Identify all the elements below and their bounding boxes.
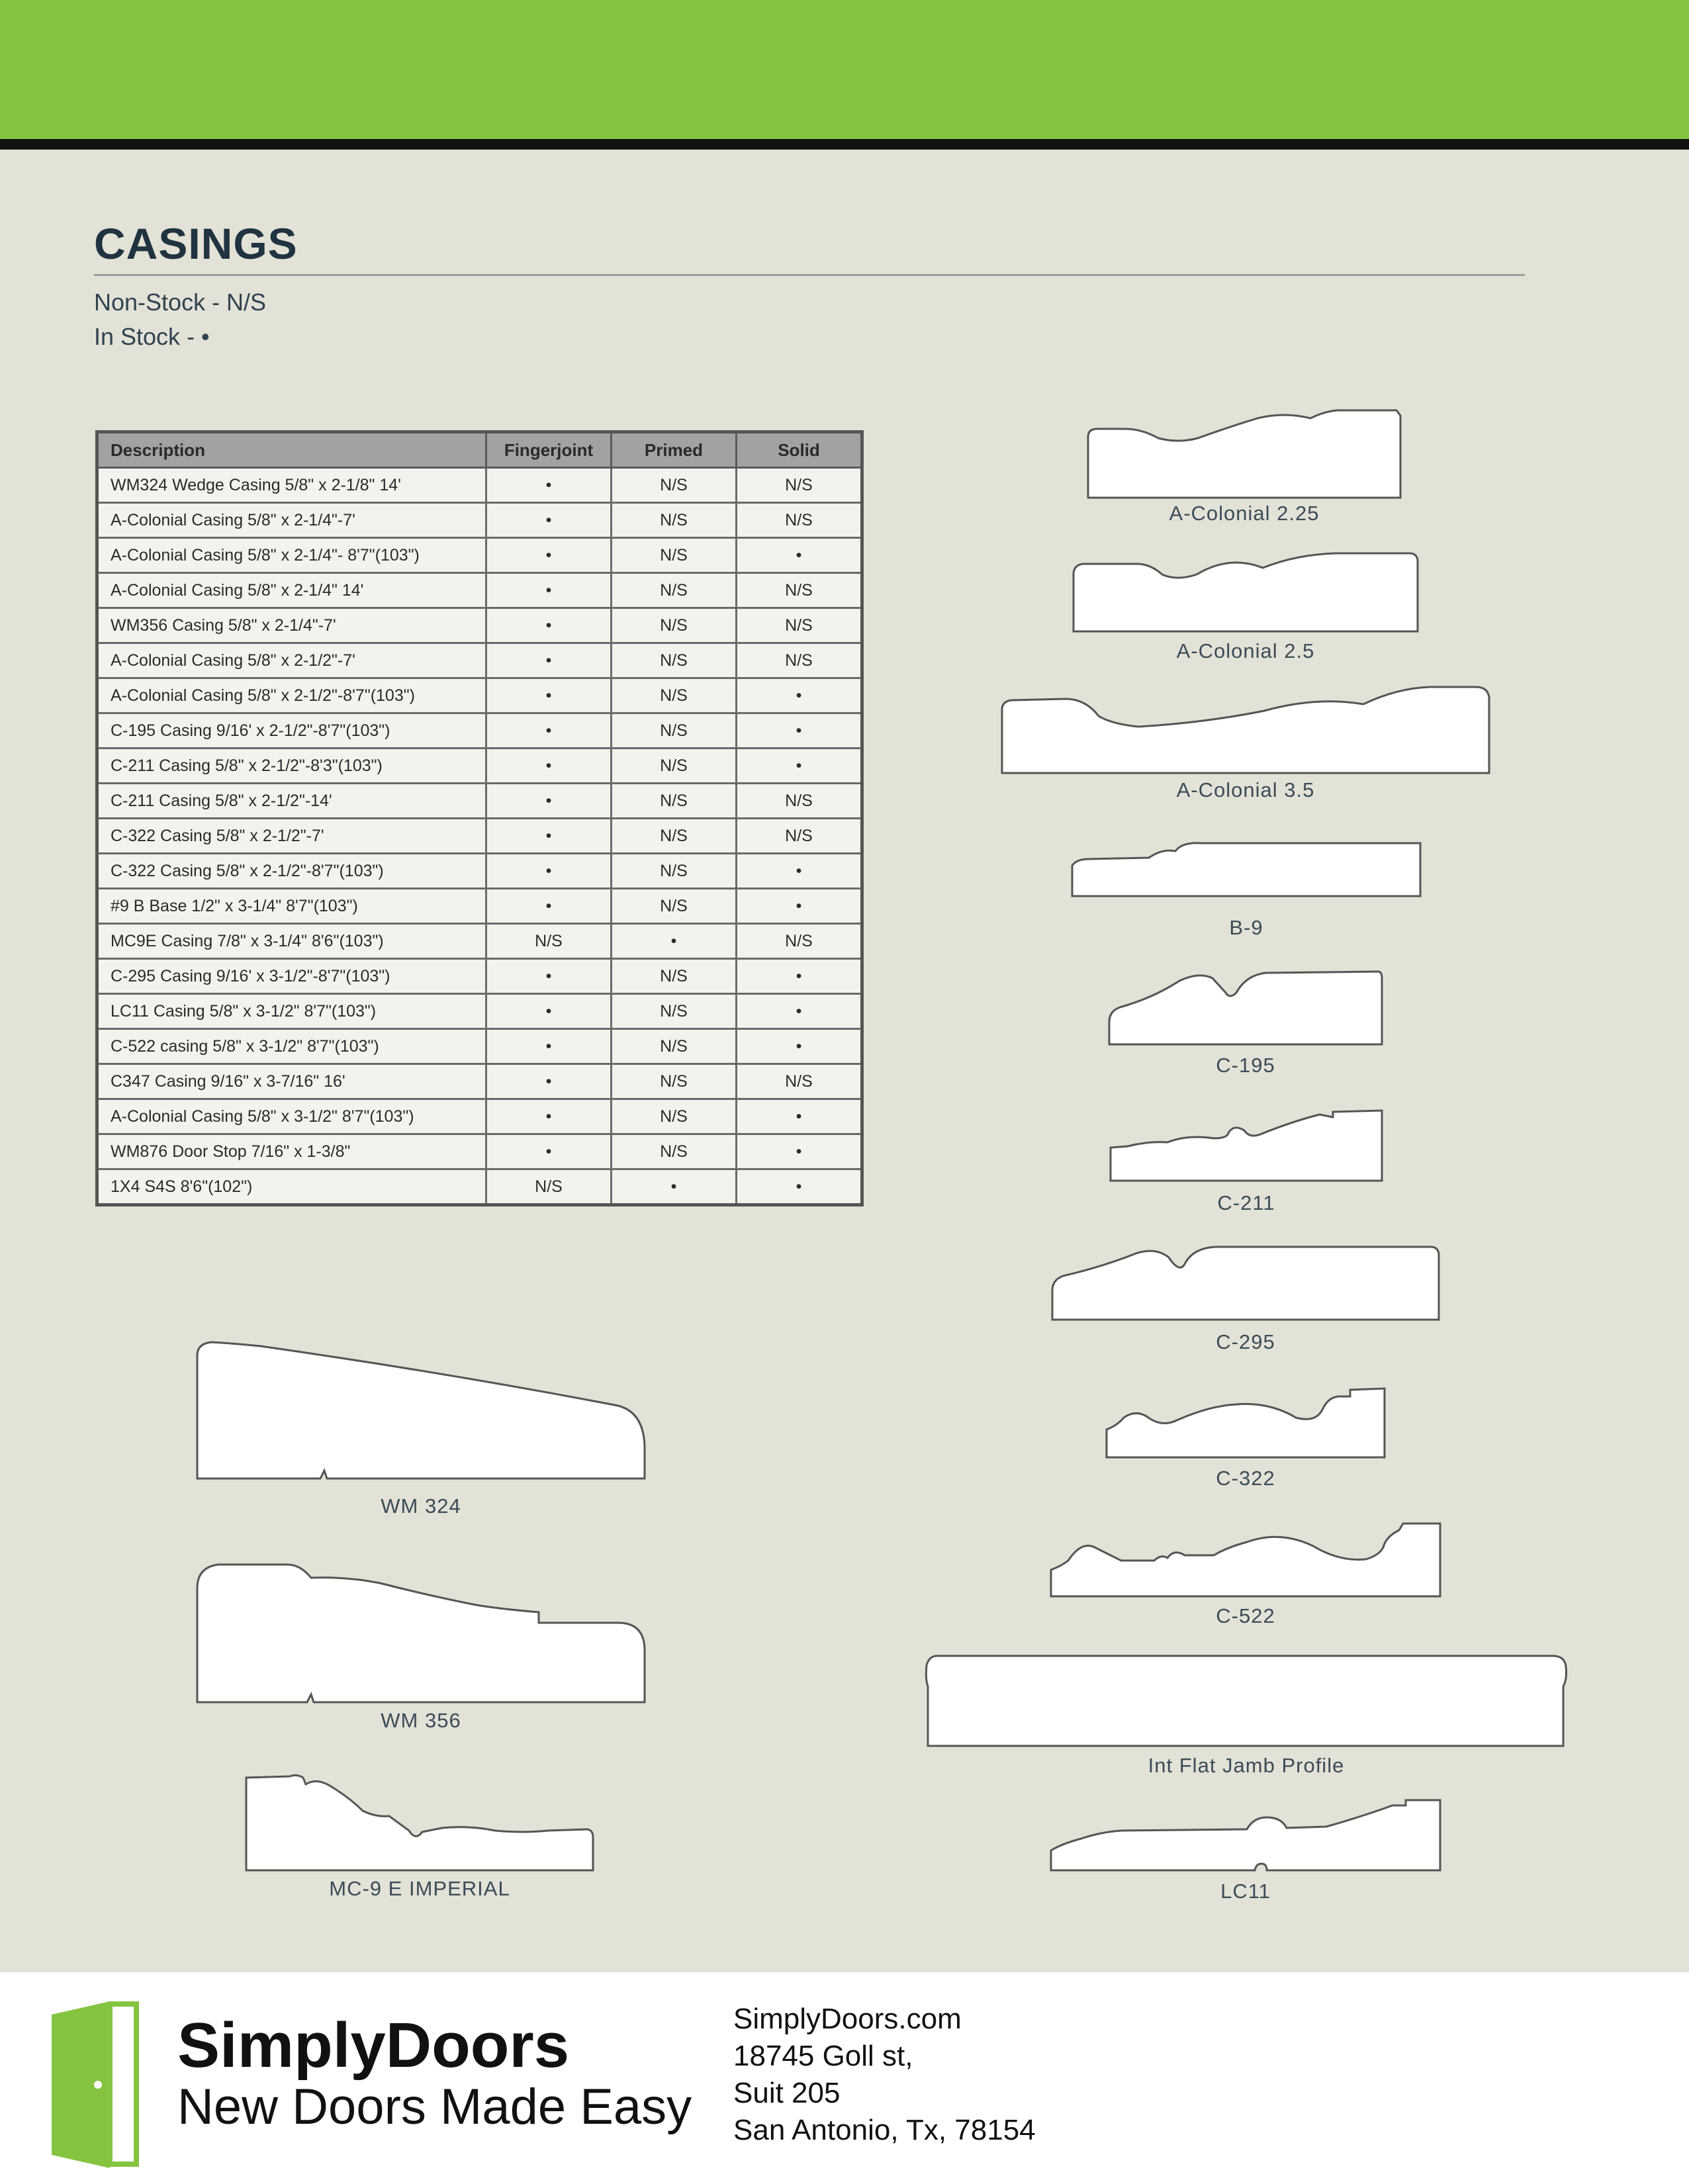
label-c195: C-195 <box>1216 1054 1275 1077</box>
table-row <box>97 889 862 924</box>
row-fingerjoint: • <box>486 713 612 749</box>
row-primed: N/S <box>612 1064 737 1099</box>
row-fingerjoint: • <box>486 819 612 854</box>
row-solid: • <box>737 749 862 784</box>
row-fingerjoint: • <box>486 994 612 1029</box>
table-row <box>97 678 862 713</box>
row-description: C-211 Casing 5/8" x 2-1/2"-8'3"(103") <box>97 749 486 784</box>
row-description: C-322 Casing 5/8" x 2-1/2"-8'7"(103") <box>97 854 486 889</box>
row-solid: N/S <box>737 643 862 678</box>
label-wm324: WM 324 <box>381 1494 461 1518</box>
row-fingerjoint: • <box>486 889 612 924</box>
row-primed: N/S <box>612 468 737 503</box>
profile-a-colonial-25 <box>1071 551 1420 633</box>
table-row <box>97 713 862 749</box>
address-line-2: Suit 205 <box>733 2077 841 2109</box>
address-line-3: San Antonio, Tx, 78154 <box>733 2114 1036 2146</box>
label-c322: C-322 <box>1216 1467 1275 1490</box>
table-row <box>97 959 862 994</box>
row-fingerjoint: • <box>486 959 612 994</box>
table-row <box>97 608 862 643</box>
row-solid: • <box>737 1134 862 1169</box>
profile-mc9e-shape <box>244 1771 596 1872</box>
row-solid: • <box>737 1029 862 1064</box>
profile-c295 <box>1050 1244 1441 1321</box>
row-fingerjoint: • <box>486 784 612 819</box>
profile-b9 <box>1070 839 1423 897</box>
row-solid: N/S <box>737 608 862 643</box>
row-primed: • <box>612 1169 737 1205</box>
row-fingerjoint: • <box>486 608 612 643</box>
row-fingerjoint: • <box>486 573 612 608</box>
label-c211: C-211 <box>1217 1191 1275 1214</box>
row-description: A-Colonial Casing 5/8" x 2-1/2"-7' <box>97 643 486 678</box>
row-primed: N/S <box>612 889 737 924</box>
label-a-colonial-25: A-Colonial 2.5 <box>1176 639 1315 662</box>
website-link[interactable]: SimplyDoors.com <box>733 2003 962 2035</box>
profile-c211-shape <box>1108 1108 1385 1182</box>
profile-c211 <box>1108 1108 1385 1182</box>
row-primed: N/S <box>612 608 737 643</box>
table-row <box>97 468 862 503</box>
label-a-colonial-35: A-Colonial 3.5 <box>1176 778 1315 801</box>
row-description: C-211 Casing 5/8" x 2-1/2"-14' <box>97 784 486 819</box>
row-description: A-Colonial Casing 5/8" x 2-1/4" 14' <box>97 573 486 608</box>
row-description: C-522 casing 5/8" x 3-1/2" 8'7"(103") <box>97 1029 486 1064</box>
row-primed: N/S <box>612 1029 737 1064</box>
profile-int-flat-jamb <box>924 1653 1569 1747</box>
profile-wm356-shape <box>195 1562 647 1705</box>
profile-c522 <box>1048 1521 1443 1598</box>
table-row <box>97 503 862 538</box>
row-description: C-195 Casing 9/16' x 2-1/2"-8'7"(103") <box>97 713 486 749</box>
row-description: LC11 Casing 5/8" x 3-1/2" 8'7"(103") <box>97 994 486 1029</box>
row-solid: • <box>737 1169 862 1205</box>
row-description: C-322 Casing 5/8" x 2-1/2"-7' <box>97 819 486 854</box>
row-description: C347 Casing 9/16" x 3-7/16" 16' <box>97 1064 486 1099</box>
row-primed: N/S <box>612 1134 737 1169</box>
row-fingerjoint: • <box>486 1134 612 1169</box>
label-a-colonial-225: A-Colonial 2.25 <box>1169 502 1320 525</box>
table-row <box>97 1169 862 1205</box>
row-description: A-Colonial Casing 5/8" x 3-1/2" 8'7"(103") <box>97 1099 486 1134</box>
row-fingerjoint: • <box>486 1029 612 1064</box>
row-fingerjoint: N/S <box>486 924 612 959</box>
profile-a-colonial-225 <box>1085 409 1403 499</box>
label-wm356: WM 356 <box>381 1709 461 1732</box>
row-fingerjoint: • <box>486 749 612 784</box>
row-primed: N/S <box>612 678 737 713</box>
profile-wm324 <box>195 1340 647 1481</box>
row-solid: N/S <box>737 1064 862 1099</box>
profile-a-colonial-35-shape <box>999 684 1492 774</box>
header-bar <box>0 0 1689 139</box>
title-divider <box>94 274 1525 276</box>
row-description: A-Colonial Casing 5/8" x 2-1/4"-7' <box>97 503 486 538</box>
row-solid: N/S <box>737 503 862 538</box>
row-description: #9 B Base 1/2" x 3-1/4" 8'7"(103") <box>97 889 486 924</box>
row-solid: N/S <box>737 573 862 608</box>
profile-lc11-shape <box>1048 1797 1443 1872</box>
row-fingerjoint: • <box>486 538 612 573</box>
row-primed: N/S <box>612 854 737 889</box>
address-line-1: 18745 Goll st, <box>733 2040 913 2072</box>
profile-c295-shape <box>1050 1244 1441 1321</box>
header-divider <box>0 139 1689 150</box>
door-logo-shape <box>48 1997 160 2169</box>
row-fingerjoint: • <box>486 678 612 713</box>
profile-b9-shape <box>1070 839 1423 897</box>
label-mc9e: MC-9 E IMPERIAL <box>329 1877 510 1900</box>
row-primed: N/S <box>612 643 737 678</box>
table-row <box>97 643 862 678</box>
table-row <box>97 538 862 573</box>
row-primed: • <box>612 924 737 959</box>
row-primed: N/S <box>612 573 737 608</box>
row-fingerjoint: • <box>486 503 612 538</box>
row-solid: • <box>737 678 862 713</box>
row-solid: • <box>737 854 862 889</box>
row-primed: N/S <box>612 503 737 538</box>
row-solid: N/S <box>737 924 862 959</box>
table-row <box>97 749 862 784</box>
row-solid: • <box>737 1099 862 1134</box>
row-fingerjoint: N/S <box>486 1169 612 1205</box>
row-description: 1X4 S4S 8'6"(102") <box>97 1169 486 1205</box>
row-description: C-295 Casing 9/16' x 3-1/2"-8'7"(103") <box>97 959 486 994</box>
row-description: A-Colonial Casing 5/8" x 2-1/2"-8'7"(103") <box>97 678 486 713</box>
header-solid: Solid <box>737 432 862 468</box>
header-description: Description <box>97 432 486 468</box>
profile-int-flat-jamb-shape <box>924 1653 1569 1747</box>
table-row <box>97 784 862 819</box>
table-row <box>97 1099 862 1134</box>
row-primed: N/S <box>612 819 737 854</box>
profile-a-colonial-35 <box>999 684 1492 774</box>
row-solid: • <box>737 713 862 749</box>
row-description: WM324 Wedge Casing 5/8" x 2-1/8" 14' <box>97 468 486 503</box>
brand-tagline: New Doors Made Easy <box>177 2079 692 2135</box>
legend-instock: In Stock - • <box>94 323 210 350</box>
label-c295: C-295 <box>1216 1330 1275 1353</box>
row-description: A-Colonial Casing 5/8" x 2-1/4"- 8'7"(103") <box>97 538 486 573</box>
header-fingerjoint: Fingerjoint <box>486 432 612 468</box>
row-primed: N/S <box>612 959 737 994</box>
table-row <box>97 854 862 889</box>
label-int-flat-jamb: Int Flat Jamb Profile <box>1148 1754 1345 1777</box>
profile-a-colonial-25-shape <box>1071 551 1420 633</box>
casings-table <box>95 430 864 1206</box>
row-solid: N/S <box>737 468 862 503</box>
row-solid: • <box>737 959 862 994</box>
header-primed: Primed <box>612 432 737 468</box>
label-b9: B-9 <box>1229 916 1263 939</box>
table-row <box>97 994 862 1029</box>
table-header-row <box>97 432 862 468</box>
profile-wm324-shape <box>195 1340 647 1481</box>
table-row <box>97 1064 862 1099</box>
row-solid: N/S <box>737 784 862 819</box>
row-primed: N/S <box>612 713 737 749</box>
table-row <box>97 573 862 608</box>
profile-c195-shape <box>1107 969 1385 1046</box>
row-fingerjoint: • <box>486 854 612 889</box>
row-solid: • <box>737 994 862 1029</box>
profile-c195 <box>1107 969 1385 1046</box>
label-lc11: LC11 <box>1220 1880 1271 1903</box>
row-fingerjoint: • <box>486 1099 612 1134</box>
brand-name: SimplyDoors <box>177 2010 570 2081</box>
row-solid: • <box>737 538 862 573</box>
row-solid: • <box>737 889 862 924</box>
row-fingerjoint: • <box>486 1064 612 1099</box>
profile-c322 <box>1104 1386 1387 1459</box>
profile-c322-shape <box>1104 1386 1387 1459</box>
profile-lc11 <box>1048 1797 1443 1872</box>
table-row <box>97 924 862 959</box>
row-fingerjoint: • <box>486 643 612 678</box>
table-row <box>97 819 862 854</box>
profile-mc9e <box>244 1771 596 1872</box>
row-description: MC9E Casing 7/8" x 3-1/4" 8'6"(103") <box>97 924 486 959</box>
row-primed: N/S <box>612 994 737 1029</box>
row-primed: N/S <box>612 749 737 784</box>
profile-c522-shape <box>1048 1521 1443 1598</box>
row-primed: N/S <box>612 1099 737 1134</box>
row-solid: N/S <box>737 819 862 854</box>
row-fingerjoint: • <box>486 468 612 503</box>
page-title: CASINGS <box>94 219 298 268</box>
row-description: WM876 Door Stop 7/16" x 1-3/8" <box>97 1134 486 1169</box>
label-c522: C-522 <box>1216 1604 1275 1627</box>
row-primed: N/S <box>612 784 737 819</box>
profile-wm356 <box>195 1562 647 1705</box>
row-description: WM356 Casing 5/8" x 2-1/4"-7' <box>97 608 486 643</box>
table-row <box>97 1029 862 1064</box>
table-row <box>97 1134 862 1169</box>
row-primed: N/S <box>612 538 737 573</box>
profile-a-colonial-225-shape <box>1085 409 1403 499</box>
door-logo-icon <box>48 1997 160 2169</box>
legend-nonstock: Non-Stock - N/S <box>94 289 267 316</box>
